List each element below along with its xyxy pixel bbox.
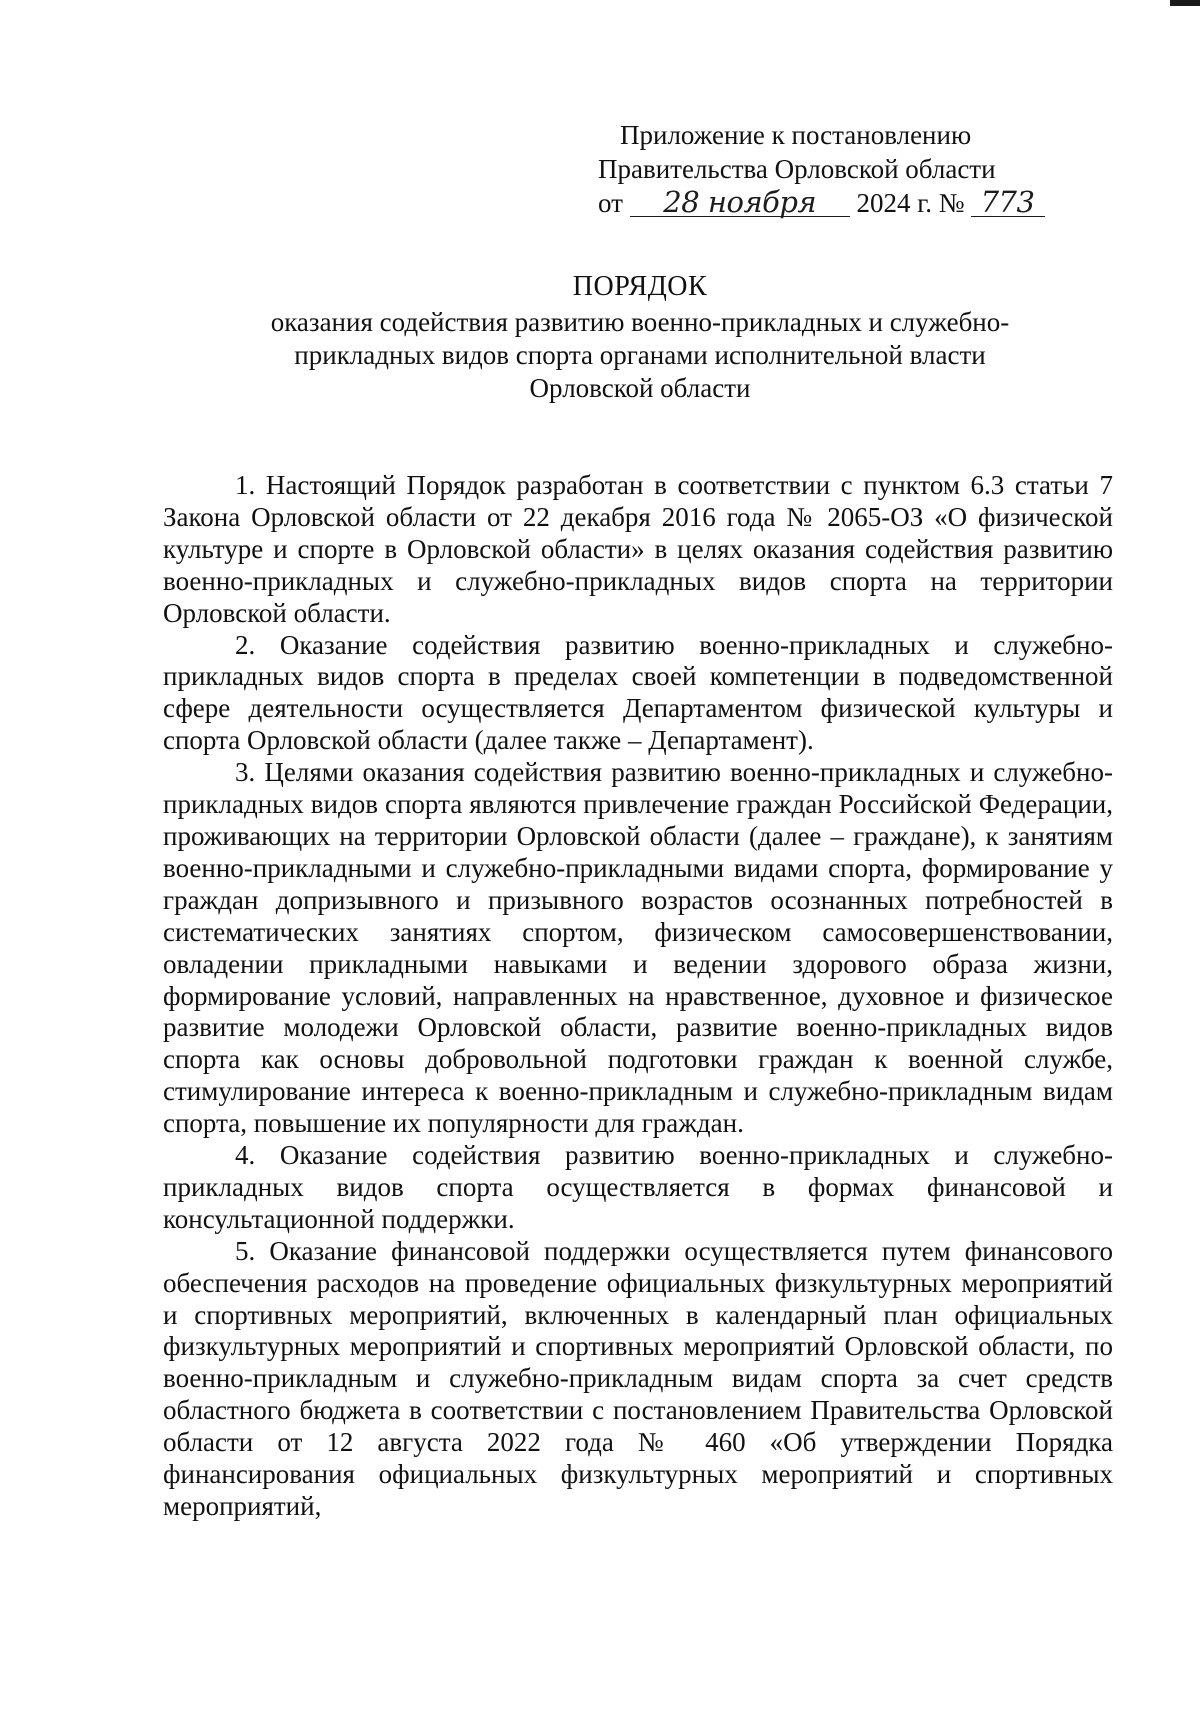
title-subtitle-line-2: прикладных видов спорта органами исполнительной власти (294, 340, 986, 370)
header-line-appendix: Приложение к постановлению (620, 120, 972, 150)
header-line-government: Правительства Орловской области (598, 154, 996, 184)
paragraph-1: 1. Настоящий Порядок разработан в соответствии с пунктом 6.3 статьи 7 Закона Орловской области от 22 декабря 2016 года № 2065-ОЗ «О физической культуре и спорте в Орловской области» в целях оказания содействия развитию военно-прикладных и служебно-прикладных видов спорта на территории Орловской области. (163, 470, 1113, 628)
paragraph-4: 4. Оказание содействия развитию военно-прикладных и служебно-прикладных видов спорта осуществляется в формах финансовой и консультационной поддержки. (163, 1140, 1113, 1234)
document-title (200, 270, 1080, 405)
paragraph-5: 5. Оказание финансовой поддержки осуществляется путем финансового обеспечения расходов на проведение официальных физкультурных мероприятий и спортивных мероприятий, включенных в календарный план официальных физкультурных мероприятий и спортивных мероприятий Орловской области, по военно-прикладным и служебно-прикладным видам спорта за счет средств областного бюджета в соответствии с постановлением Правительства Орловской области от 12 августа 2022 года № 460 «Об утверждении Порядка финансирования официальных физкультурных мероприятий и спортивных мероприятий, (163, 1235, 1113, 1521)
header-date-prefix: от (598, 188, 623, 218)
document-body (163, 470, 1113, 1523)
paragraph-3: 3. Целями оказания содействия развитию военно-прикладных и служебно-прикладных видов спорта являются привлечение граждан Российской Федерации, проживающих на территории Орловской области (далее – граждане), к занятиям военно-прикладными и служебно-прикладными видами спорта, формирование у граждан допризывного и призывного возрастов осознанных потребностей в систематических занятиях спортом, физическом самосовершенствовании, овладении прикладными навыками и ведении здорового образа жизни, формирование условий, направленных на нравственное, духовное и физическое развитие молодежи Орловской области, развитие военно-прикладных видов спорта как основы добровольной подготовки граждан к военной службе, стимулирование интереса к военно-прикладным и служебно-прикладным видам спорта, повышение их популярности для граждан. (163, 757, 1113, 1139)
scan-corner-mark (1170, 0, 1200, 6)
handwritten-number: 773 (971, 188, 1045, 217)
paragraph-2: 2. Оказание содействия развитию военно-прикладных и служебно-прикладных видов спорта в пределах своей компетенции в подведомственной сфере деятельности осуществляется Департаментом физической культуры и спорта Орловской области (далее также – Департамент). (163, 629, 1113, 756)
title-subtitle-line-1: оказания содействия развитию военно-прикладных и служебно- (270, 307, 1010, 337)
header-year-number-label: 2024 г. № (856, 188, 965, 218)
title-subtitle-line-3: Орловской области (529, 373, 751, 403)
title-main: ПОРЯДОК (572, 271, 708, 302)
header-line-date (598, 186, 1058, 220)
handwritten-date: 28 ноября (630, 188, 850, 217)
appendix-header (598, 118, 1058, 220)
